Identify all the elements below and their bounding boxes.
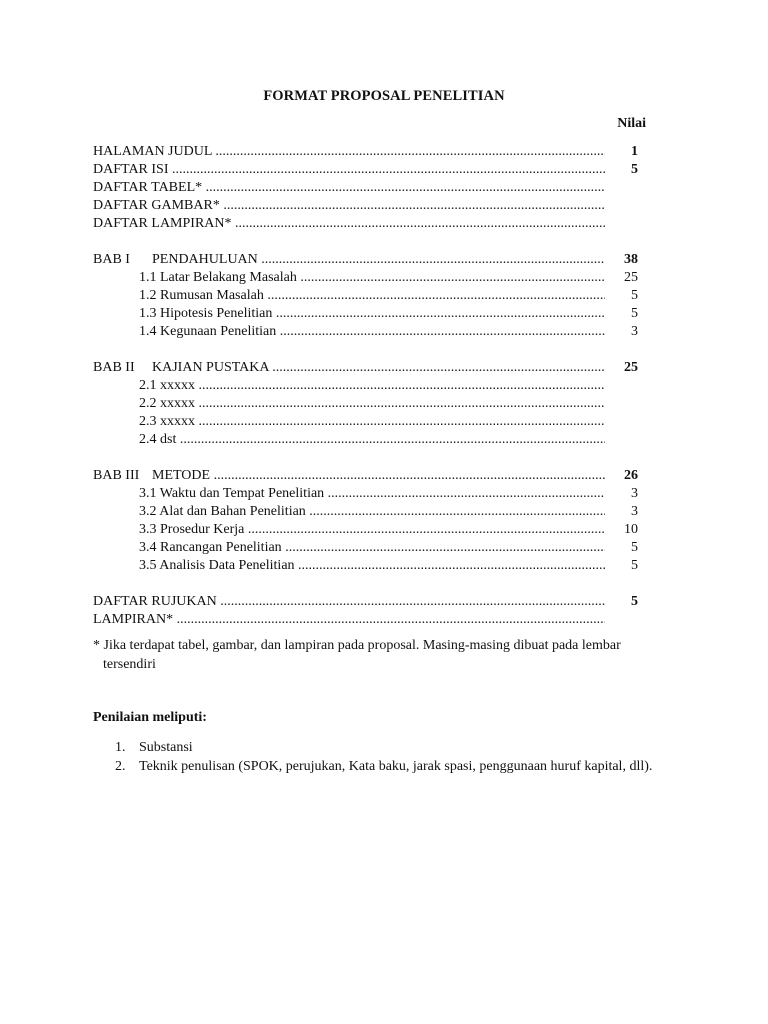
toc-score: 10 [624, 522, 638, 537]
assessment-list [93, 738, 673, 776]
toc-score: 25 [624, 360, 638, 375]
toc-row-bab-1 [93, 251, 646, 269]
toc-row-3-1 [93, 485, 646, 503]
toc-sub-label: 1.2 Rumusan Masalah ..... [139, 287, 605, 305]
toc-score: 3 [631, 504, 638, 519]
toc-chapter-heading [93, 467, 605, 485]
toc-row-1-3 [93, 305, 646, 323]
document-title: FORMAT PROPOSAL PENELITIAN [263, 88, 505, 104]
chapter-code: BAB III [93, 468, 140, 483]
toc-sub-label: 2.3 xxxxx ..... [139, 413, 605, 431]
toc-row-daftar-gambar [93, 197, 646, 215]
toc-label: HALAMAN JUDUL ..... [93, 143, 605, 161]
toc-row-1-4 [93, 323, 646, 341]
table-of-contents [93, 143, 646, 629]
toc-label: DAFTAR ISI ..... [93, 161, 605, 179]
toc-row-halaman-judul [93, 143, 646, 161]
toc-row-daftar-lampiran [93, 215, 646, 233]
chapter-title: KAJIAN PUSTAKA [152, 360, 269, 375]
list-item-text: Teknik penulisan (SPOK, perujukan, Kata baku, jarak spasi, penggunaan huruf kapital, dll). [139, 759, 653, 774]
toc-sub-label: 2.1 xxxxx ..... [139, 377, 605, 395]
toc-row-1-1 [93, 269, 646, 287]
toc-score: 1 [631, 144, 638, 159]
toc-row-daftar-isi [93, 161, 646, 179]
toc-score: 5 [631, 288, 638, 303]
toc-score: 5 [631, 540, 638, 555]
toc-sub-label: 1.3 Hipotesis Penelitian ..... [139, 305, 605, 323]
toc-row-2-3 [93, 413, 646, 431]
toc-sub-label: 3.4 Rancangan Penelitian ..... [139, 539, 605, 557]
chapter-title: METODE [152, 468, 211, 483]
list-item [93, 738, 673, 757]
toc-label: LAMPIRAN* ..... [93, 611, 605, 629]
toc-row-daftar-tabel [93, 179, 646, 197]
toc-sub-label: 2.4 dst ..... [139, 431, 605, 449]
assessment-heading: Penilaian meliputi: [93, 710, 207, 725]
toc-score: 3 [631, 486, 638, 501]
toc-score: 5 [631, 558, 638, 573]
toc-sub-label: 1.4 Kegunaan Penelitian ..... [139, 323, 605, 341]
toc-row-1-2 [93, 287, 646, 305]
footnote-line: * Jika terdapat tabel, gambar, dan lampiran pada proposal. Masing-masing dibuat pada lembar [93, 638, 621, 653]
toc-score: 3 [631, 324, 638, 339]
toc-chapter-heading [93, 359, 605, 377]
list-number: 2. [115, 759, 126, 774]
toc-row-daftar-rujukan [93, 593, 646, 611]
toc-row-3-2 [93, 503, 646, 521]
list-item [93, 757, 673, 776]
toc-row-3-5 [93, 557, 646, 575]
toc-row-2-2 [93, 395, 646, 413]
toc-sub-label: 3.5 Analisis Data Penelitian ..... [139, 557, 605, 575]
toc-row-bab-2 [93, 359, 646, 377]
list-number: 1. [115, 740, 126, 755]
toc-score: 25 [624, 270, 638, 285]
footnote [93, 636, 693, 674]
toc-score: 26 [624, 468, 638, 483]
chapter-title: PENDAHULUAN [152, 252, 258, 267]
toc-row-3-4 [93, 539, 646, 557]
toc-score: 38 [624, 252, 638, 267]
toc-sub-label: 1.1 Latar Belakang Masalah ..... [139, 269, 605, 287]
nilai-column-header: Nilai [617, 116, 646, 131]
toc-score: 5 [631, 306, 638, 321]
list-item-text: Substansi [139, 740, 193, 755]
toc-sub-label: 3.2 Alat dan Bahan Penelitian ..... [139, 503, 605, 521]
chapter-code: BAB II [93, 360, 135, 375]
toc-score: 5 [631, 594, 638, 609]
toc-chapter-heading [93, 251, 605, 269]
toc-sub-label: 2.2 xxxxx ..... [139, 395, 605, 413]
toc-row-bab-3 [93, 467, 646, 485]
toc-row-3-3 [93, 521, 646, 539]
toc-label: DAFTAR RUJUKAN ..... [93, 593, 605, 611]
footnote-line: tersendiri [103, 657, 156, 672]
toc-sub-label: 3.3 Prosedur Kerja ..... [139, 521, 605, 539]
chapter-code: BAB I [93, 252, 130, 267]
toc-label: DAFTAR GAMBAR* ..... [93, 197, 605, 215]
toc-row-2-1 [93, 377, 646, 395]
toc-label: DAFTAR LAMPIRAN* ..... [93, 215, 605, 233]
toc-label: DAFTAR TABEL* ..... [93, 179, 605, 197]
toc-row-lampiran [93, 611, 646, 629]
toc-score: 5 [631, 162, 638, 177]
toc-sub-label: 3.1 Waktu dan Tempat Penelitian ..... [139, 485, 605, 503]
toc-row-2-4 [93, 431, 646, 449]
